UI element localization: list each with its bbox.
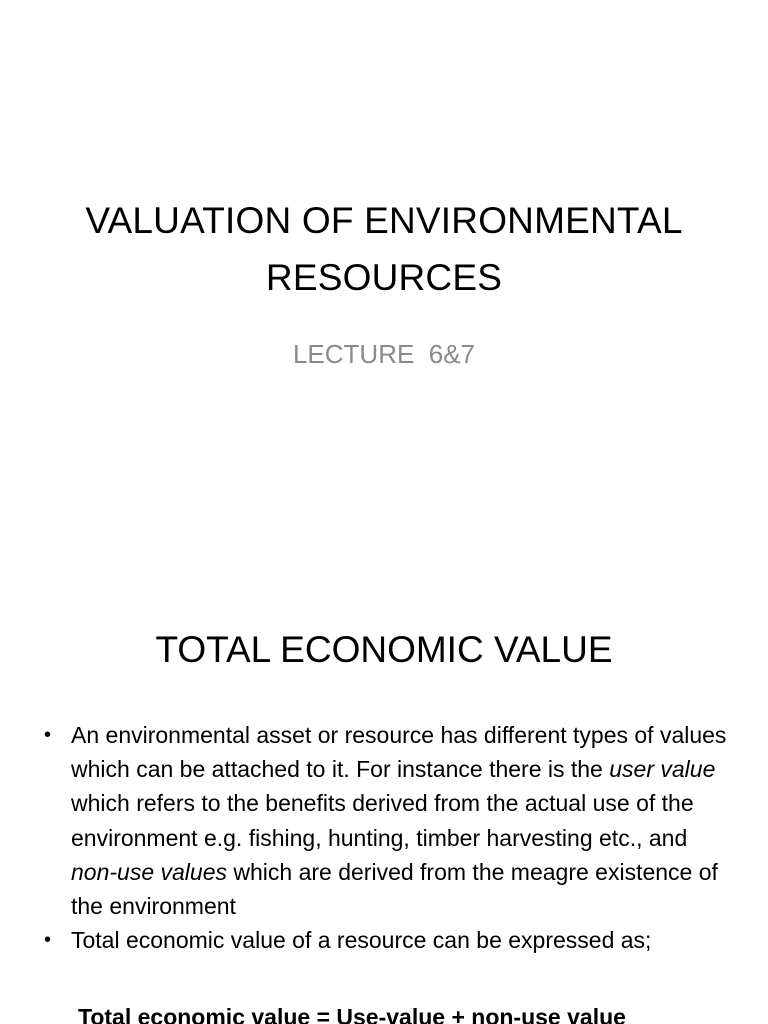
bullet-1-text-part-1: An environmental asset or resource has different types of values which can be attached to it. For instance there is the — [71, 722, 727, 783]
slide-1-title-line-2: RESOURCES — [265, 257, 503, 298]
formula-total-economic-value: Total economic value = Use-value + non-use value — [78, 1004, 626, 1024]
bullet-1-italic-user-value: user value — [609, 756, 716, 783]
bullet-text-1 — [71, 722, 726, 919]
bullet-item-1 — [44, 718, 734, 923]
slide-1-title-line-1: VALUATION OF ENVIRONMENTAL — [85, 200, 683, 241]
bullet-text-2: Total economic value of a resource can be expressed as; — [71, 927, 652, 954]
bullet-1-italic-non-use-values: non-use values — [71, 858, 227, 885]
slide-1-subtitle: LECTURE 6&7 — [292, 339, 476, 369]
slide-1-title — [40, 192, 728, 306]
slide-2 — [0, 576, 768, 1024]
bullet-1-text-part-3: which are derived from the meagre existence of the environment — [71, 858, 718, 920]
bullet-dot-icon: • — [44, 724, 52, 746]
bullet-1-text-part-2: which refers to the benefits derived from the actual use of the environment e.g. fishing, hunting, timber harvesting etc., and — [71, 790, 694, 851]
slide-2-title: TOTAL ECONOMIC VALUE — [155, 629, 613, 670]
bullet-list — [44, 718, 734, 957]
bullet-item-2 — [44, 923, 734, 957]
bullet-dot-icon: • — [44, 929, 52, 952]
